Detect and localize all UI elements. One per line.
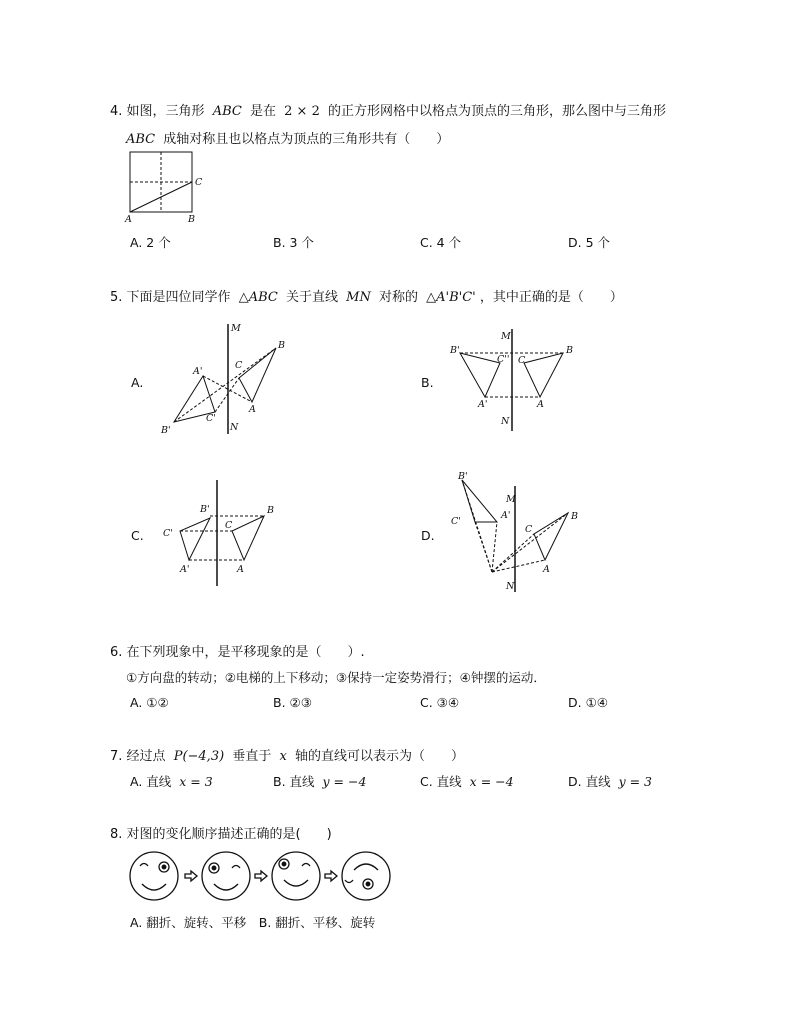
q7-option-d[interactable]: D. 直线 y = 3 <box>568 774 652 789</box>
svg-text:A': A' <box>478 399 488 410</box>
q6-option-a[interactable]: A. ①② <box>130 695 169 710</box>
svg-text:B': B' <box>450 345 460 356</box>
q4-grid-figure <box>120 148 210 228</box>
q4-label-c: C <box>195 177 203 188</box>
q7-number: 7. <box>110 749 123 764</box>
q5-figure-a <box>155 320 295 440</box>
svg-text:M: M <box>231 323 241 334</box>
svg-text:B': B' <box>458 471 468 482</box>
q5-option-a[interactable]: A. <box>131 375 144 390</box>
svg-text:A': A' <box>501 510 511 521</box>
q4-option-b[interactable]: B. 3 个 <box>273 235 314 250</box>
svg-text:B: B <box>267 505 274 516</box>
svg-text:N: N <box>501 416 510 427</box>
q6-number: 6. <box>110 645 123 660</box>
svg-text:C'': C'' <box>497 354 510 365</box>
q5-line1: 5. 下面是四位同学作 △ABC 关于直线 MN 对称的 △A'B'C' ，其中正确的是（ ） <box>110 290 623 305</box>
q4-option-d[interactable]: D. 5 个 <box>568 235 610 250</box>
face-4 <box>342 852 390 900</box>
q7-option-a[interactable]: A. 直线 x = 3 <box>130 774 213 789</box>
svg-text:A': A' <box>193 366 203 377</box>
svg-text:C': C' <box>206 413 216 424</box>
q8-line1: 8. 对图的变化顺序描述正确的是( ) <box>110 827 332 842</box>
q4-option-a[interactable]: A. 2 个 <box>130 235 171 250</box>
svg-text:C: C <box>225 520 233 531</box>
svg-text:A: A <box>249 404 256 415</box>
q5-option-c[interactable]: C. <box>131 528 144 543</box>
q6-option-b[interactable]: B. ②③ <box>273 695 312 710</box>
q7-line1: 7. 经过点 P(−4,3) 垂直于 x 轴的直线可以表示为（ ） <box>110 749 464 764</box>
q5-figure-b <box>450 325 590 435</box>
q4-label-a: A <box>125 214 132 225</box>
q6-items: ①方向盘的转动；②电梯的上下移动；③保持一定姿势滑行；④钟摆的运动． <box>126 670 546 685</box>
q5-number: 5. <box>110 290 123 305</box>
face-1 <box>130 852 178 900</box>
q4-number: 4. <box>110 104 123 119</box>
svg-text:B: B <box>571 511 578 522</box>
svg-text:C': C' <box>163 528 173 539</box>
q5-figure-d <box>450 468 590 596</box>
q7-option-c[interactable]: C. 直线 x = −4 <box>420 774 514 789</box>
svg-text:A': A' <box>180 564 190 575</box>
svg-text:B': B' <box>161 425 171 436</box>
svg-text:M: M <box>506 494 516 505</box>
svg-text:M: M <box>501 331 511 342</box>
q7-option-b[interactable]: B. 直线 y = −4 <box>273 774 367 789</box>
svg-text:A: A <box>543 564 550 575</box>
q5-option-d[interactable]: D. <box>421 528 435 543</box>
q4-line2: ABC 成轴对称且也以格点为顶点的三角形共有（ ） <box>126 132 450 147</box>
svg-text:B: B <box>278 340 285 351</box>
q8-options[interactable]: A. 翻折、旋转、平移 B. 翻折、平移、旋转 <box>130 915 376 930</box>
svg-text:C: C <box>518 355 526 366</box>
svg-text:B: B <box>566 345 573 356</box>
q6-option-c[interactable]: C. ③④ <box>420 695 460 710</box>
q8-number: 8. <box>110 827 123 842</box>
q6-line1: 6. 在下列现象中，是平移现象的是（ ）. <box>110 645 365 660</box>
svg-text:B': B' <box>200 504 210 515</box>
q4-option-c[interactable]: C. 4 个 <box>420 235 462 250</box>
face-2 <box>202 852 250 900</box>
face-3 <box>272 852 320 900</box>
q4-label-b: B <box>188 214 195 225</box>
q8-faces-figure <box>128 848 393 904</box>
svg-text:N: N <box>230 422 239 433</box>
svg-text:A: A <box>237 564 244 575</box>
q6-option-d[interactable]: D. ①④ <box>568 695 608 710</box>
svg-text:A: A <box>537 399 544 410</box>
svg-text:C: C <box>525 524 533 535</box>
svg-text:C: C <box>235 360 243 371</box>
svg-text:N: N <box>506 581 515 592</box>
q5-option-b[interactable]: B. <box>421 375 434 390</box>
q5-figure-c <box>160 478 290 588</box>
q4-line1: 4. 如图，三角形 ABC 是在 2 × 2 的正方形网格中以格点为顶点的三角形，那么图中与三角形 <box>110 104 666 119</box>
svg-text:C': C' <box>451 516 461 527</box>
